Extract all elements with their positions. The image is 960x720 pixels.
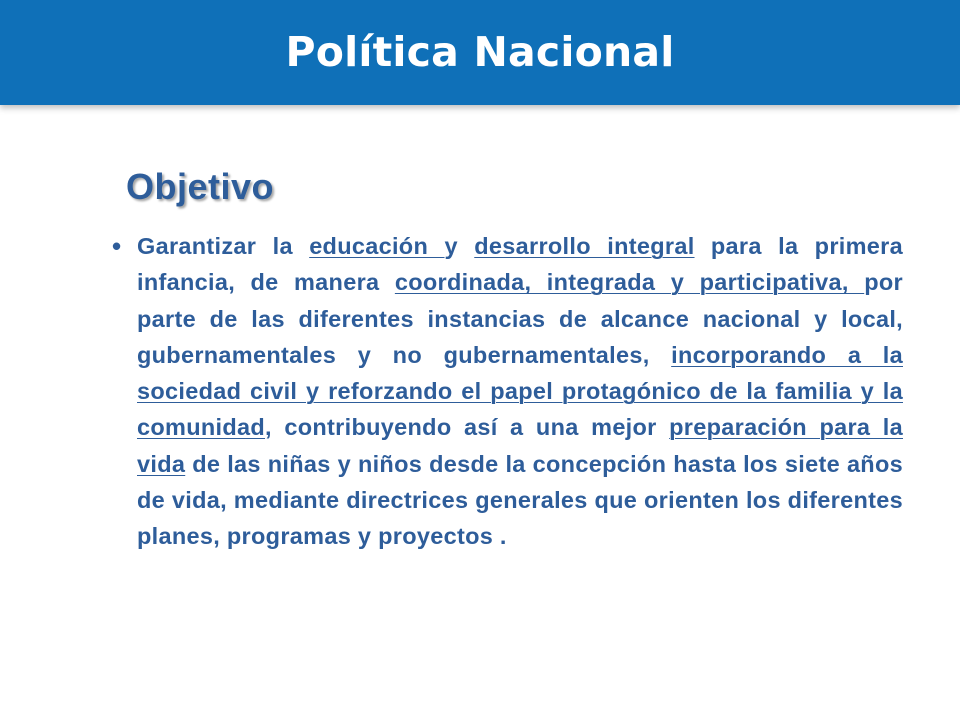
section-heading: Objetivo xyxy=(126,166,275,207)
paragraph-segment: , contribuyendo así a una mejor xyxy=(265,414,670,441)
bullet-icon: • xyxy=(112,231,122,261)
paragraph-segment: y xyxy=(444,233,475,259)
underlined-phrase: desarrollo integral xyxy=(474,233,695,259)
underlined-phrase: preparación para la vida xyxy=(137,414,903,477)
paragraph-segment: por parte de las diferentes instancias de alcance nacional y local, gubernamentales y no gubernamentales, xyxy=(137,269,903,368)
underlined-phrase: educación xyxy=(309,233,445,259)
underlined-phrase: coordinada, integrada y participativa, xyxy=(394,269,865,296)
paragraph-segment: para la primera infancia, de manera xyxy=(137,233,903,296)
page-title: Política Nacional xyxy=(285,28,675,76)
title-bar xyxy=(0,0,960,105)
underlined-phrase: incorporando a la sociedad civil y reforzando el papel protagónico de la familia y la comunidad xyxy=(137,341,903,441)
objective-paragraph xyxy=(137,228,903,555)
paragraph-segment: Garantizar la xyxy=(137,233,310,259)
paragraph-segment: de las niñas y niños desde la concepción hasta los siete años de vida, mediante directrices generales que orienten los diferentes planes, programas y proyectos . xyxy=(137,450,903,550)
